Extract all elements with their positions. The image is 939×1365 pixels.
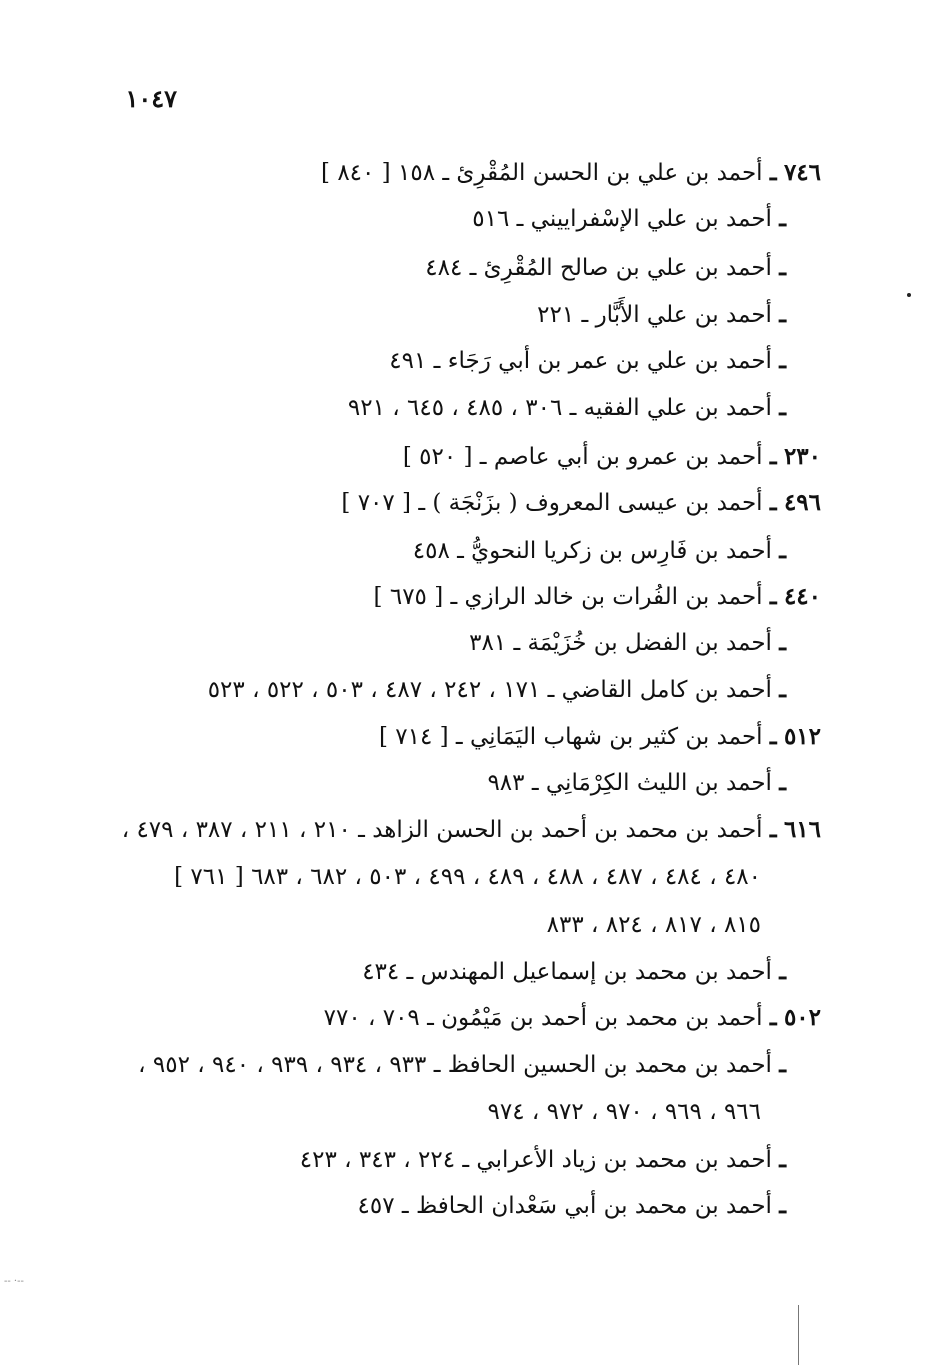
entry-text: أحمد بن علي بن الحسن المُقْرِئ ـ ١٥٨ [ ٨٤٠ ] — [321, 160, 763, 186]
entry-text: أحمد بن الليث الكِرْمَانِي ـ ٩٨٣ — [487, 770, 772, 796]
entry-dash: ـ — [779, 301, 786, 328]
entry-dash: ـ — [779, 958, 786, 985]
entry-dash: ـ — [779, 347, 786, 374]
index-entry — [348, 393, 786, 423]
entry-dash: ـ — [779, 629, 786, 656]
entry-text: أحمد بن عيسى المعروف ( بزَنْجَة ) ـ [ ٧٠٧ ] — [341, 490, 763, 516]
entry-text: أحمد بن محمد بن الحسين الحافظ ـ ٩٣٣ ، ٩٣٤ ، ٩٣٩ ، ٩٤٠ ، ٩٥٢ ، — [138, 1052, 772, 1078]
entry-dash: ـ — [779, 1192, 786, 1219]
index-entry — [472, 204, 786, 234]
entry-dash: ـ — [779, 537, 786, 564]
entry-dash: ـ — [769, 723, 777, 750]
page-number: ١٠٤٧ — [125, 84, 177, 113]
entry-number: ٧٤٦ — [783, 159, 821, 186]
index-entry — [208, 675, 786, 705]
index-entry — [341, 488, 821, 518]
entry-text: أحمد بن علي الأَبَّار ـ ٢٢١ — [537, 302, 772, 328]
index-entry — [537, 300, 786, 330]
index-entry — [487, 768, 786, 798]
index-entry-continuation — [488, 1097, 762, 1127]
entry-text: أحمد بن علي بن صالح المُقْرِئ ـ ٤٨٤ — [425, 255, 772, 281]
index-entry-continuation — [547, 910, 761, 940]
entry-text: أحمد بن عمرو بن أبي عاصم ـ [ ٥٢٠ ] — [402, 444, 763, 470]
entry-text: أحمد بن علي الفقيه ـ ٣٠٦ ، ٤٨٥ ، ٦٤٥ ، ٩٢١ — [347, 395, 772, 421]
entry-number: ٥١٢ — [783, 723, 821, 750]
entry-text: أحمد بن الفُرات بن خالد الرازي ـ [ ٦٧٥ ] — [373, 584, 763, 610]
index-entry — [300, 1145, 786, 1175]
entry-dash: ـ — [779, 254, 786, 281]
entry-text: أحمد بن محمد بن إسماعيل المهندس ـ ٤٣٤ — [362, 959, 772, 985]
entry-text: أحمد بن محمد بن أحمد بن الحسن الزاهد ـ ٢١٠ ، ٢١١ ، ٣٨٧ ، ٤٧٩ ، — [121, 817, 763, 843]
index-entry — [379, 722, 821, 752]
entry-number: ٥٠٢ — [783, 1004, 821, 1031]
entry-dash: ـ — [779, 1146, 786, 1173]
index-entry — [425, 253, 786, 283]
entry-dash: ـ — [779, 394, 786, 421]
entry-number: ٦١٦ — [783, 816, 821, 843]
entry-text: أحمد بن الفضل بن خُزَيْمَة ـ ٣٨١ — [469, 630, 772, 656]
index-entry — [389, 346, 786, 376]
entry-dash: ـ — [769, 583, 777, 610]
margin-rule — [798, 1305, 799, 1365]
entry-text: أحمد بن كامل القاضي ـ ١٧١ ، ٢٤٢ ، ٤٨٧ ، ٥٠٣ ، ٥٢٢ ، ٥٢٣ — [207, 677, 772, 703]
entry-dash: ـ — [769, 1004, 777, 1031]
index-entry — [122, 815, 821, 845]
index-entry — [413, 536, 786, 566]
index-entry — [374, 582, 821, 612]
index-entry — [321, 158, 821, 188]
entry-text: أحمد بن محمد بن أبي سَعْدان الحافظ ـ ٤٥٧ — [357, 1193, 772, 1219]
entry-dash: ـ — [779, 769, 786, 796]
entry-text: أحمد بن فَارِس بن زكريا النحويُّ ـ ٤٥٨ — [412, 538, 772, 564]
entry-text: أحمد بن علي الإسْفراييني ـ ٥١٦ — [472, 206, 772, 232]
margin-specks: -- ·-- — [4, 1276, 24, 1287]
entry-dash: ـ — [779, 1051, 786, 1078]
entry-text: ٩٦٦ ، ٩٦٩ ، ٩٧٠ ، ٩٧٢ ، ٩٧٤ — [487, 1099, 761, 1125]
entry-number: ٤٩٦ — [783, 489, 821, 516]
entry-text: أحمد بن علي بن عمر بن أبي رَجَاء ـ ٤٩١ — [389, 348, 772, 374]
index-entry — [469, 628, 786, 658]
entry-dash: ـ — [769, 816, 777, 843]
entry-text: أحمد بن محمد بن زياد الأعرابي ـ ٢٢٤ ، ٣٤٣ ، ٤٢٣ — [299, 1147, 772, 1173]
entry-dash: ـ — [769, 489, 777, 516]
index-entry — [324, 1003, 821, 1033]
entry-dash: ـ — [769, 159, 777, 186]
index-entry — [138, 1050, 786, 1080]
entry-number: ٢٣٠ — [783, 443, 821, 470]
entry-text: ٤٨٠ ، ٤٨٤ ، ٤٨٧ ، ٤٨٨ ، ٤٨٩ ، ٤٩٩ ، ٥٠٣ ، ٦٨٢ ، ٦٨٣ [ ٧٦١ ] — [174, 864, 761, 890]
entry-dash: ـ — [779, 676, 786, 703]
entry-text: أحمد بن محمد بن أحمد بن مَيْمُون ـ ٧٠٩ ، ٧٧٠ — [323, 1005, 763, 1031]
index-entry — [358, 1191, 786, 1221]
entry-text: ٨١٥ ، ٨١٧ ، ٨٢٤ ، ٨٣٣ — [546, 912, 761, 938]
index-entry — [403, 442, 821, 472]
index-entry-continuation — [174, 862, 761, 892]
index-entry — [362, 957, 786, 987]
entry-number: ٤٤٠ — [783, 583, 821, 610]
entry-dash: ـ — [779, 205, 786, 232]
entry-dash: ـ — [769, 443, 777, 470]
ink-dot — [907, 293, 911, 297]
entry-text: أحمد بن كثير بن شهاب اليَمَانِي ـ [ ٧١٤ ] — [378, 724, 763, 750]
